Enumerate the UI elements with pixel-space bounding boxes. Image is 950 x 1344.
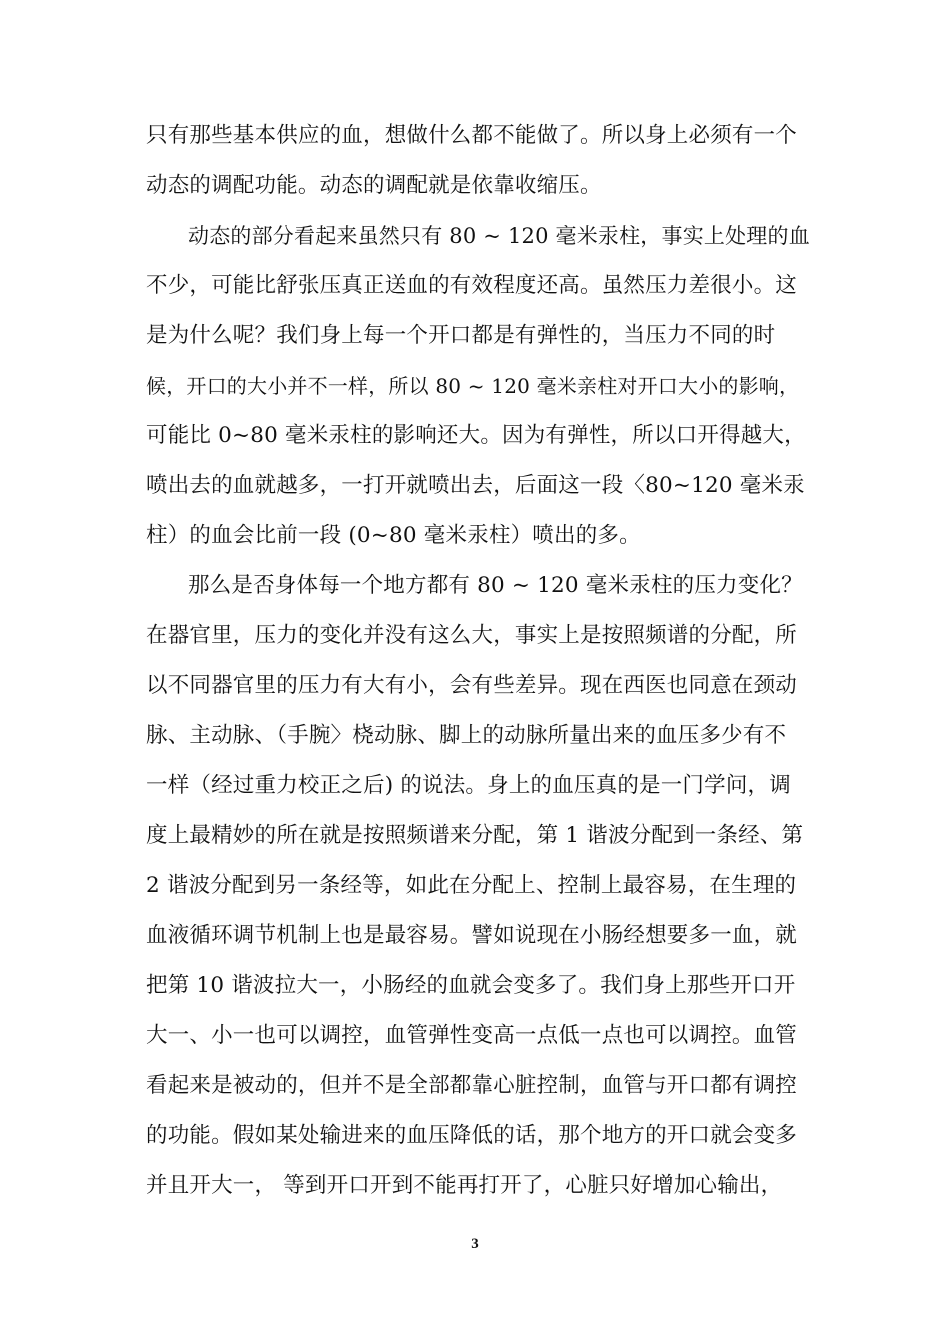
- text-line: 血液循环调节机制上也是最容易。譬如说现在小肠经想要多一血，就: [146, 923, 798, 948]
- text-line: 在器官里，压力的变化并没有这么大，事实上是按照频谱的分配，所: [146, 623, 798, 648]
- text-line: 把第 10 谐波拉大一，小肠经的血就会变多了。我们身上那些开口开: [146, 973, 796, 998]
- text-line: 喷出去的血就越多，一打开就喷出去，后面这一段〈80~120 毫米汞: [146, 473, 805, 498]
- text-line: 是为什么呢？我们身上每一个开口都是有弹性的，当压力不同的时: [146, 323, 776, 348]
- text-line: 只有那些基本供应的血，想做什么都不能做了。所以身上必须有一个: [146, 123, 798, 148]
- paragraph-first-line: 那么是否身体每一个地方都有 80 ~ 120 毫米汞柱的压力变化？: [188, 573, 803, 598]
- text-line: 以不同器官里的压力有大有小，会有些差异。现在西医也同意在颈动: [146, 673, 798, 698]
- text-line: 2 谐波分配到另一条经等，如此在分配上、控制上最容易，在生理的: [146, 873, 797, 898]
- text-line: 大一、小一也可以调控，血管弹性变高一点低一点也可以调控。血管: [146, 1023, 798, 1048]
- text-line: 动态的调配功能。动态的调配就是依靠收缩压。: [146, 173, 602, 198]
- page-number: 3: [471, 1236, 479, 1252]
- paragraph-first-line: 动态的部分看起来虽然只有 80 ~ 120 毫米汞柱，事实上处理的血: [188, 224, 810, 248]
- text-line: 一样（经过重力校正之后) 的说法。身上的血压真的是一门学问，调: [146, 773, 791, 798]
- text-line: 柱）的血会比前一段 (0~80 毫米汞柱）喷出的多。: [146, 523, 641, 548]
- text-line: 不少，可能比舒张压真正送血的有效程度还高。虽然压力差很小。这: [146, 273, 798, 298]
- text-line: 脉、主动脉、（手腕〉桡动脉、脚上的动脉所量出来的血压多少有不: [146, 723, 787, 748]
- text-line: 候，开口的大小并不一样，所以 80 ~ 120 毫米亲柱对开口大小的影响，: [146, 374, 800, 398]
- text-line: 看起来是被动的，但并不是全部都靠心脏控制，血管与开口都有调控: [146, 1073, 798, 1098]
- text-line: 可能比 0~80 毫米汞柱的影响还大。因为有弹性，所以口开得越大，: [146, 423, 806, 448]
- text-line: 并且开大一， 等到开口开到不能再打开了，心脏只好增加心输出，: [146, 1173, 783, 1198]
- text-line: 的功能。假如某处输进来的血压降低的话，那个地方的开口就会变多: [146, 1123, 798, 1148]
- text-line: 度上最精妙的所在就是按照频谱来分配，第 1 谐波分配到一条经、第: [146, 823, 804, 848]
